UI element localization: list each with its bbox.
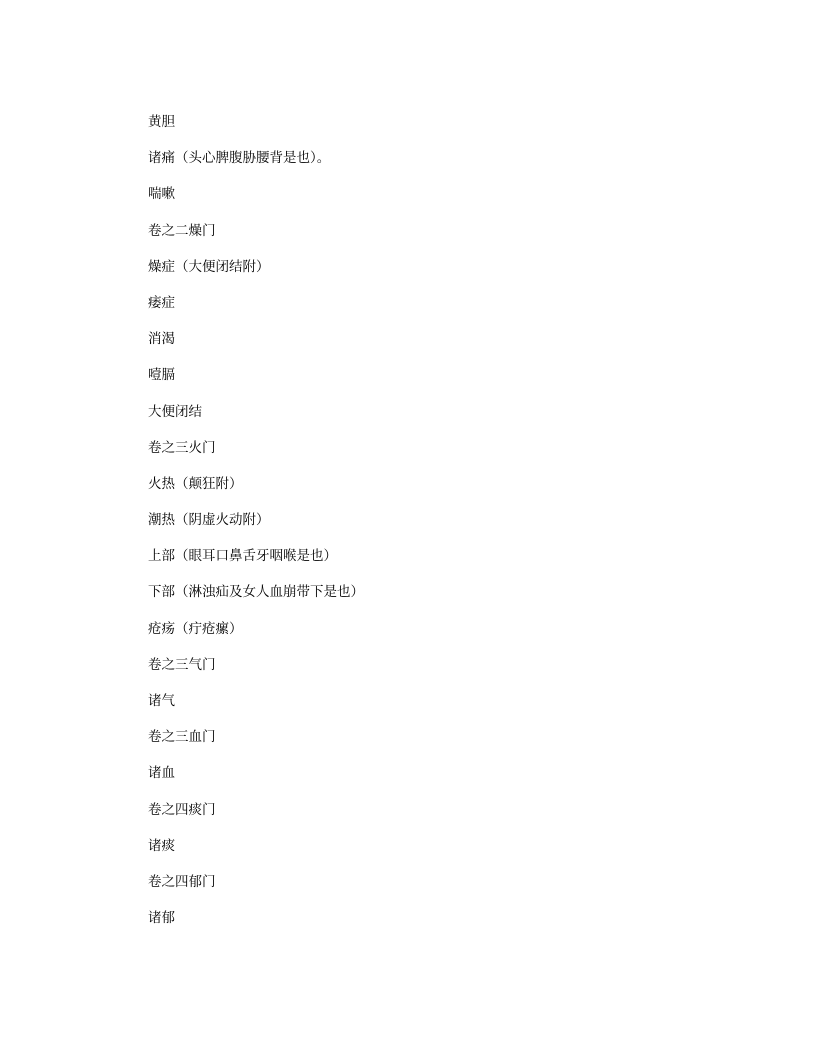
toc-entry: 燥症（大便闭结附） bbox=[148, 258, 270, 275]
section-heading: 卷之二燥门 bbox=[148, 222, 216, 239]
toc-entry: 喘嗽 bbox=[148, 186, 175, 203]
toc-entry: 上部（眼耳口鼻舌牙咽喉是也） bbox=[148, 548, 337, 565]
toc-entry: 下部（淋浊疝及女人血崩带下是也） bbox=[148, 584, 364, 601]
section-heading: 卷之三火门 bbox=[148, 439, 216, 456]
toc-entry: 大便闭结 bbox=[148, 403, 202, 420]
toc-entry: 黄胆 bbox=[148, 114, 175, 130]
toc-entry: 火热（颠狂附） bbox=[148, 475, 243, 492]
toc-entry: 噎膈 bbox=[148, 367, 175, 384]
toc-entry: 疮疡（疔疮瘰） bbox=[148, 620, 243, 637]
table-of-contents bbox=[148, 112, 748, 944]
toc-entry: 诸痰 bbox=[148, 837, 175, 854]
section-heading: 卷之四郁门 bbox=[148, 873, 216, 890]
toc-entry: 痿症 bbox=[148, 294, 175, 311]
section-heading: 卷之三气门 bbox=[148, 656, 216, 673]
toc-entry: 诸气 bbox=[148, 693, 175, 709]
section-heading: 卷之三血门 bbox=[148, 729, 216, 746]
toc-entry: 诸血 bbox=[148, 765, 175, 782]
toc-entry: 诸郁 bbox=[148, 910, 175, 927]
toc-entry: 消渴 bbox=[148, 331, 175, 348]
toc-entry: 潮热（阴虚火动附） bbox=[148, 512, 270, 529]
toc-entry: 诸痛（头心脾腹胁腰背是也）。 bbox=[148, 150, 331, 167]
section-heading: 卷之四痰门 bbox=[148, 801, 216, 818]
